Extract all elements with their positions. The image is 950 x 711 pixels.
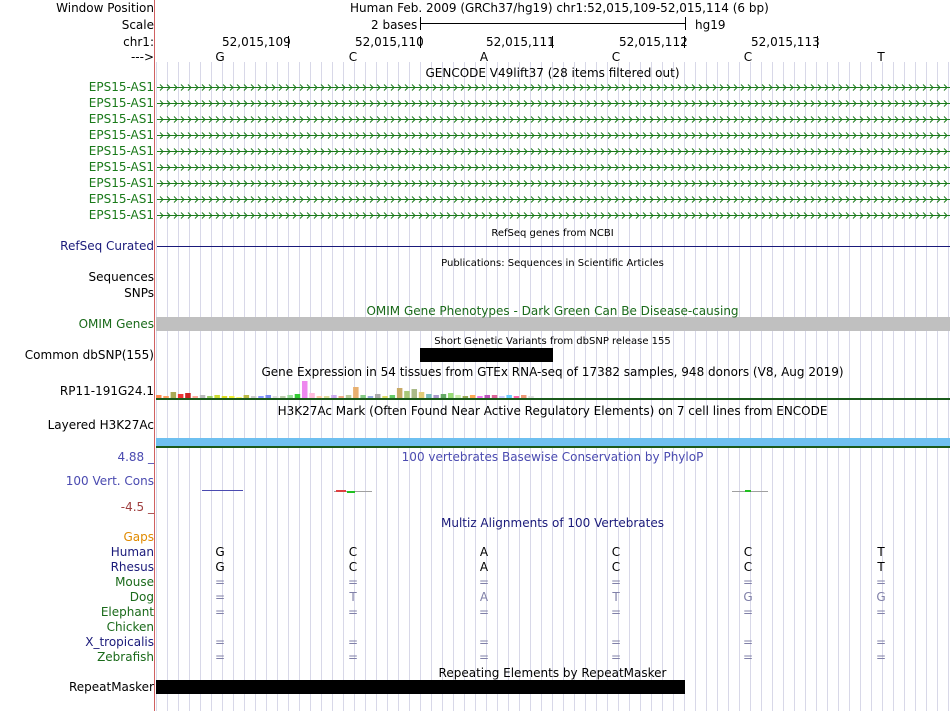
omim-title[interactable]: OMIM Gene Phenotypes - Dark Green Can Be Disease-causing	[366, 304, 739, 318]
phylop-ymin: -4.5 _	[120, 500, 154, 514]
alignment-base: G	[215, 545, 225, 559]
gtex-tissue-bar[interactable]	[506, 395, 512, 398]
gtex-tissue-bar[interactable]	[229, 396, 235, 398]
species-label[interactable]: Chicken	[106, 620, 154, 634]
species-label[interactable]: Human	[110, 545, 154, 559]
alignment-base: =	[610, 635, 622, 649]
chr-label: chr1:	[123, 35, 154, 49]
alignment-base: =	[214, 590, 226, 604]
gtex-tissue-bar[interactable]	[470, 395, 476, 398]
alignment-base: =	[478, 635, 490, 649]
publications-title[interactable]: Publications: Sequences in Scientific Articles	[441, 258, 664, 269]
gtex-tissue-bar[interactable]	[426, 394, 432, 398]
alignment-base: T	[612, 590, 620, 604]
alignment-base: =	[478, 575, 490, 589]
base-3: C	[611, 50, 621, 64]
gtex-tissue-bar[interactable]	[287, 395, 293, 398]
gencode-transcript-label[interactable]: EPS15-AS1	[88, 192, 154, 206]
alignment-base: =	[214, 650, 226, 664]
gtex-tissue-bar[interactable]	[178, 394, 184, 398]
alignment-base: =	[875, 635, 887, 649]
alignment-base: =	[875, 575, 887, 589]
alignment-base: G	[215, 560, 225, 574]
species-label[interactable]: X_tropicalis	[85, 635, 154, 649]
coord-3: 52,015,112	[619, 35, 688, 49]
gtex-tissue-bar[interactable]	[492, 395, 498, 398]
gtex-tissue-bar[interactable]	[200, 395, 206, 398]
gtex-tissue-bar[interactable]	[309, 393, 315, 398]
alignment-base: A	[479, 545, 489, 559]
refseq-label[interactable]: RefSeq Curated	[60, 239, 154, 253]
alignment-base: G	[876, 590, 886, 604]
alignment-base: =	[610, 575, 622, 589]
alignment-base: C	[743, 560, 753, 574]
gtex-tissue-bar[interactable]	[455, 395, 461, 398]
alignment-base: =	[610, 605, 622, 619]
gtex-tissue-bar[interactable]	[185, 393, 191, 398]
h3k27ac-signal[interactable]	[156, 438, 950, 446]
gtex-tissue-bar[interactable]	[485, 395, 491, 398]
alignment-base: =	[875, 650, 887, 664]
coord-4: 52,015,113	[751, 35, 820, 49]
gtex-tissue-bar[interactable]	[324, 396, 330, 398]
gtex-tissue-bar[interactable]	[433, 395, 439, 398]
gtex-tissue-bar[interactable]	[295, 394, 301, 398]
gtex-tissue-bar[interactable]	[251, 396, 257, 398]
alignment-base: =	[742, 575, 754, 589]
sequences-label[interactable]: Sequences	[88, 270, 154, 284]
alignment-base: =	[742, 650, 754, 664]
scale-value: 2 bases	[371, 18, 418, 32]
phylop-label[interactable]: 100 Vert. Cons	[65, 474, 154, 488]
gencode-transcript-label[interactable]: EPS15-AS1	[88, 176, 154, 190]
coord-1: 52,015,110	[355, 35, 424, 49]
h3k27ac-label[interactable]: Layered H3K27Ac	[47, 418, 154, 432]
alignment-base: =	[610, 650, 622, 664]
gtex-tissue-bar[interactable]	[244, 395, 250, 398]
gtex-tissue-bar[interactable]	[163, 396, 169, 398]
gtex-tissue-bar[interactable]	[528, 396, 534, 398]
gtex-tissue-bar[interactable]	[214, 395, 220, 398]
gtex-tissue-bar[interactable]	[390, 395, 396, 398]
gtex-gene-label[interactable]: RP11-191G24.1	[59, 384, 154, 398]
gtex-tissue-bar[interactable]	[346, 395, 352, 398]
alignment-base: =	[875, 605, 887, 619]
strand-label: --->	[130, 50, 154, 64]
base-1: C	[348, 50, 358, 64]
repeatmasker-element-bar[interactable]	[156, 680, 685, 694]
gtex-tissue-bar[interactable]	[448, 393, 454, 398]
alignment-base: C	[611, 545, 621, 559]
alignment-base: A	[479, 560, 489, 574]
gtex-tissue-bar[interactable]	[412, 389, 418, 398]
gtex-tissue-bar[interactable]	[368, 396, 374, 398]
gtex-tissue-bar[interactable]	[302, 381, 308, 398]
alignment-base: =	[214, 605, 226, 619]
gencode-transcript-label[interactable]: EPS15-AS1	[88, 96, 154, 110]
alignment-base: =	[214, 635, 226, 649]
gencode-transcript-label[interactable]: EPS15-AS1	[88, 112, 154, 126]
gencode-transcript-label[interactable]: EPS15-AS1	[88, 160, 154, 174]
alignment-base: T	[877, 545, 885, 559]
dbsnp-variant-bar[interactable]	[420, 348, 553, 362]
gtex-tissue-bar[interactable]	[236, 397, 242, 398]
gtex-tissue-bar[interactable]	[156, 395, 162, 398]
alignment-base: =	[347, 635, 359, 649]
gtex-tissue-bar[interactable]	[404, 391, 410, 398]
omim-gene-bar[interactable]	[156, 317, 950, 331]
gtex-tissue-bar[interactable]	[258, 396, 264, 398]
base-2: A	[479, 50, 489, 64]
alignment-base: =	[214, 575, 226, 589]
alignment-base: =	[478, 605, 490, 619]
scale-assembly: hg19	[695, 18, 726, 32]
gtex-tissue-bar[interactable]	[521, 395, 527, 398]
gtex-tissue-bar[interactable]	[514, 396, 520, 398]
gtex-tissue-bar[interactable]	[375, 394, 381, 398]
phylop-score[interactable]	[336, 490, 346, 492]
alignment-base: =	[742, 635, 754, 649]
species-label[interactable]: Dog	[129, 590, 154, 604]
gencode-transcript-label[interactable]: EPS15-AS1	[88, 80, 154, 94]
coord-0: 52,015,109	[222, 35, 291, 49]
gencode-transcript-label[interactable]: EPS15-AS1	[88, 208, 154, 222]
omim-label[interactable]: OMIM Genes	[78, 317, 154, 331]
alignment-base: G	[743, 590, 753, 604]
dbsnp-title[interactable]: Short Genetic Variants from dbSNP release 155	[434, 336, 671, 347]
base-4: C	[743, 50, 753, 64]
phylop-title[interactable]: 100 vertebrates Basewise Conservation by PhyloP	[401, 450, 704, 464]
h3k27ac-title[interactable]: H3K27Ac Mark (Often Found Near Active Regulatory Elements) on 7 cell lines from ENCODE	[277, 404, 828, 418]
gtex-tissue-bar[interactable]	[331, 395, 337, 398]
multiz-title[interactable]: Multiz Alignments of 100 Vertebrates	[440, 516, 665, 530]
base-0: G	[215, 50, 225, 64]
gtex-tissue-bar[interactable]	[266, 395, 272, 398]
refseq-title[interactable]: RefSeq genes from NCBI	[491, 228, 614, 239]
gtex-tissue-bar[interactable]	[339, 396, 345, 398]
alignment-base: T	[349, 590, 357, 604]
base-5: T	[877, 50, 885, 64]
gtex-tissue-bar[interactable]	[360, 395, 366, 398]
alignment-base: =	[347, 650, 359, 664]
gtex-tissue-bar[interactable]	[317, 396, 323, 398]
alignment-base: =	[347, 575, 359, 589]
gtex-tissue-bar[interactable]	[171, 392, 177, 398]
alignment-base: =	[742, 605, 754, 619]
gtex-tissue-bar[interactable]	[222, 396, 228, 398]
window-position-label: Window Position	[56, 1, 154, 15]
repeatmasker-title[interactable]: Repeating Elements by RepeatMasker	[438, 666, 667, 680]
gtex-tissue-bar[interactable]	[382, 396, 388, 398]
gtex-tissue-bar[interactable]	[280, 396, 286, 398]
gtex-tissue-bar[interactable]	[463, 396, 469, 398]
alignment-base: C	[348, 560, 358, 574]
gtex-tissue-bar[interactable]	[273, 396, 279, 398]
gencode-transcript-label[interactable]: EPS15-AS1	[88, 128, 154, 142]
gtex-tissue-bar[interactable]	[397, 388, 403, 398]
species-label[interactable]: Mouse	[115, 575, 154, 589]
alignment-base: C	[611, 560, 621, 574]
gtex-tissue-bar[interactable]	[441, 394, 447, 398]
gaps-label[interactable]: Gaps	[123, 530, 154, 544]
snps-label[interactable]: SNPs	[124, 286, 154, 300]
gtex-tissue-bar[interactable]	[477, 396, 483, 398]
gtex-title[interactable]: Gene Expression in 54 tissues from GTEx RNA-seq of 17382 samples, 948 donors (V8, Aug 2019)	[261, 365, 844, 379]
dbsnp-label[interactable]: Common dbSNP(155)	[24, 348, 154, 362]
scale-label: Scale	[121, 18, 154, 32]
gtex-tissue-bar[interactable]	[353, 387, 359, 398]
alignment-base: =	[478, 650, 490, 664]
species-label[interactable]: Zebrafish	[97, 650, 154, 664]
alignment-base: C	[743, 545, 753, 559]
gtex-tissue-bar[interactable]	[499, 396, 505, 398]
phylop-score[interactable]	[347, 491, 355, 493]
alignment-base: C	[348, 545, 358, 559]
gtex-tissue-bar[interactable]	[193, 396, 199, 398]
gencode-transcript-label[interactable]: EPS15-AS1	[88, 144, 154, 158]
alignment-base: T	[877, 560, 885, 574]
phylop-score[interactable]	[745, 490, 751, 492]
gtex-tissue-bar[interactable]	[207, 396, 213, 398]
gtex-tissue-bar[interactable]	[419, 392, 425, 398]
species-label[interactable]: Rhesus	[110, 560, 154, 574]
phylop-ymax: 4.88 _	[117, 450, 154, 464]
coord-2: 52,015,111	[486, 35, 555, 49]
alignment-base: A	[479, 590, 489, 604]
species-label[interactable]: Elephant	[100, 605, 154, 619]
window-position-value: Human Feb. 2009 (GRCh37/hg19) chr1:52,015,109-52,015,114 (6 bp)	[350, 1, 769, 15]
gencode-title[interactable]: GENCODE V49lift37 (28 items filtered out)	[425, 66, 680, 80]
repeatmasker-label[interactable]: RepeatMasker	[68, 680, 154, 694]
alignment-base: =	[347, 605, 359, 619]
